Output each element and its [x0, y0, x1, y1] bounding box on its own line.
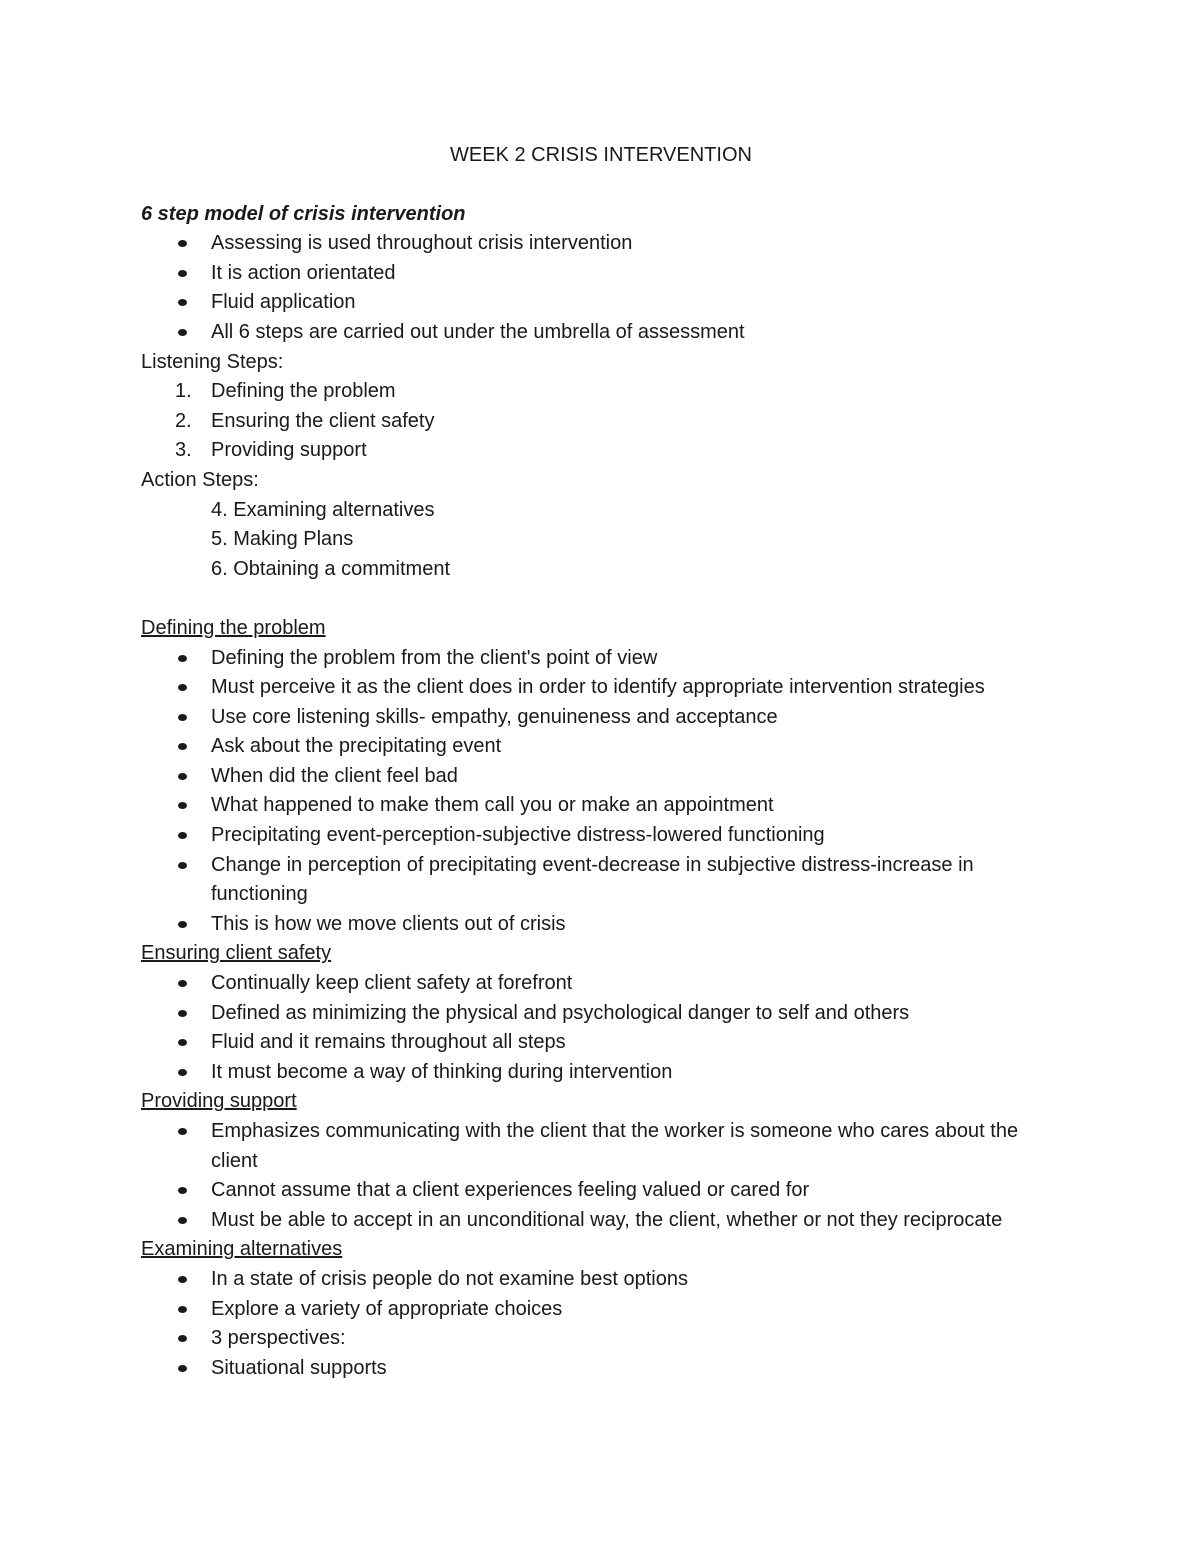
action-step: 6. Obtaining a commitment	[211, 557, 450, 580]
bullet-icon	[178, 1010, 187, 1017]
list-item: Fluid application	[141, 288, 1061, 318]
list-item: It is action orientated	[141, 259, 1061, 289]
list-item: In a state of crisis people do not examine best options	[141, 1265, 1061, 1295]
bullet-icon	[178, 773, 187, 780]
defining-heading: Defining the problem	[141, 616, 326, 639]
bullet-icon	[178, 299, 187, 306]
list-item: Defining the problem from the client's point of view	[141, 644, 1061, 674]
alternatives-heading: Examining alternatives	[141, 1238, 343, 1261]
support-heading: Providing support	[141, 1090, 297, 1113]
list-item: Must perceive it as the client does in order to identify appropriate intervention strategies	[141, 673, 1061, 703]
page-title: WEEK 2 CRISIS INTERVENTION	[450, 144, 752, 166]
list-item: It must become a way of thinking during intervention	[141, 1058, 1061, 1088]
list-item: 1. Defining the problem	[175, 380, 396, 403]
support-bullet-list	[141, 1117, 1061, 1235]
listening-steps-list	[141, 377, 1061, 466]
list-item: Precipitating event-perception-subjective distress-lowered functioning	[141, 821, 1061, 851]
bullet-icon	[178, 980, 187, 987]
bullet-icon	[178, 802, 187, 809]
list-item: Change in perception of precipitating event-decrease in subjective distress-increase in functioning	[141, 851, 1061, 910]
action-step: 4. Examining alternatives	[211, 498, 435, 521]
bullet-icon	[178, 862, 187, 869]
bullet-icon	[178, 1039, 187, 1046]
bullet-icon	[178, 1217, 187, 1224]
list-item: Assessing is used throughout crisis intervention	[141, 229, 1061, 259]
bullet-icon	[178, 1276, 187, 1283]
action-steps-heading: Action Steps:	[141, 468, 259, 491]
defining-bullet-list	[141, 644, 1061, 940]
bullet-icon	[178, 1306, 187, 1313]
safety-bullet-list	[141, 969, 1061, 1087]
list-item: All 6 steps are carried out under the umbrella of assessment	[141, 318, 1061, 348]
list-item: 3. Providing support	[175, 439, 367, 462]
list-item: This is how we move clients out of crisis	[141, 910, 1061, 940]
bullet-icon	[178, 1335, 187, 1342]
listening-steps-heading: Listening Steps:	[141, 350, 284, 373]
bullet-icon	[178, 655, 187, 662]
bullet-icon	[178, 921, 187, 928]
bullet-icon	[178, 714, 187, 721]
list-item: Defined as minimizing the physical and psychological danger to self and others	[141, 999, 1061, 1029]
list-item: What happened to make them call you or make an appointment	[141, 791, 1061, 821]
list-item: Continually keep client safety at forefront	[141, 969, 1061, 999]
document-content	[141, 141, 1061, 1383]
list-item: Ask about the precipitating event	[141, 732, 1061, 762]
bullet-icon	[178, 1365, 187, 1372]
list-item: When did the client feel bad	[141, 762, 1061, 792]
bullet-icon	[178, 832, 187, 839]
bullet-icon	[178, 240, 187, 247]
bullet-icon	[178, 270, 187, 277]
list-item: 3 perspectives:	[141, 1324, 1061, 1354]
model-bullet-list	[141, 229, 1061, 347]
list-item: 2. Ensuring the client safety	[175, 409, 435, 432]
alternatives-bullet-list	[141, 1265, 1061, 1383]
bullet-icon	[178, 1187, 187, 1194]
bullet-icon	[178, 1128, 187, 1135]
list-item: Cannot assume that a client experiences feeling valued or cared for	[141, 1176, 1061, 1206]
bullet-icon	[178, 684, 187, 691]
action-step: 5. Making Plans	[211, 528, 354, 551]
list-item: Situational supports	[141, 1354, 1061, 1384]
bullet-icon	[178, 1069, 187, 1076]
list-item: Use core listening skills- empathy, genuineness and acceptance	[141, 703, 1061, 733]
list-item: Fluid and it remains throughout all steps	[141, 1028, 1061, 1058]
bullet-icon	[178, 743, 187, 750]
safety-heading: Ensuring client safety	[141, 942, 332, 965]
model-heading: 6 step model of crisis intervention	[141, 202, 466, 225]
list-item: Explore a variety of appropriate choices	[141, 1295, 1061, 1325]
blank-line	[141, 584, 1061, 614]
list-item: Must be able to accept in an unconditional way, the client, whether or not they reciprocate	[141, 1206, 1061, 1236]
bullet-icon	[178, 329, 187, 336]
list-item: Emphasizes communicating with the client that the worker is someone who cares about the client	[141, 1117, 1061, 1176]
